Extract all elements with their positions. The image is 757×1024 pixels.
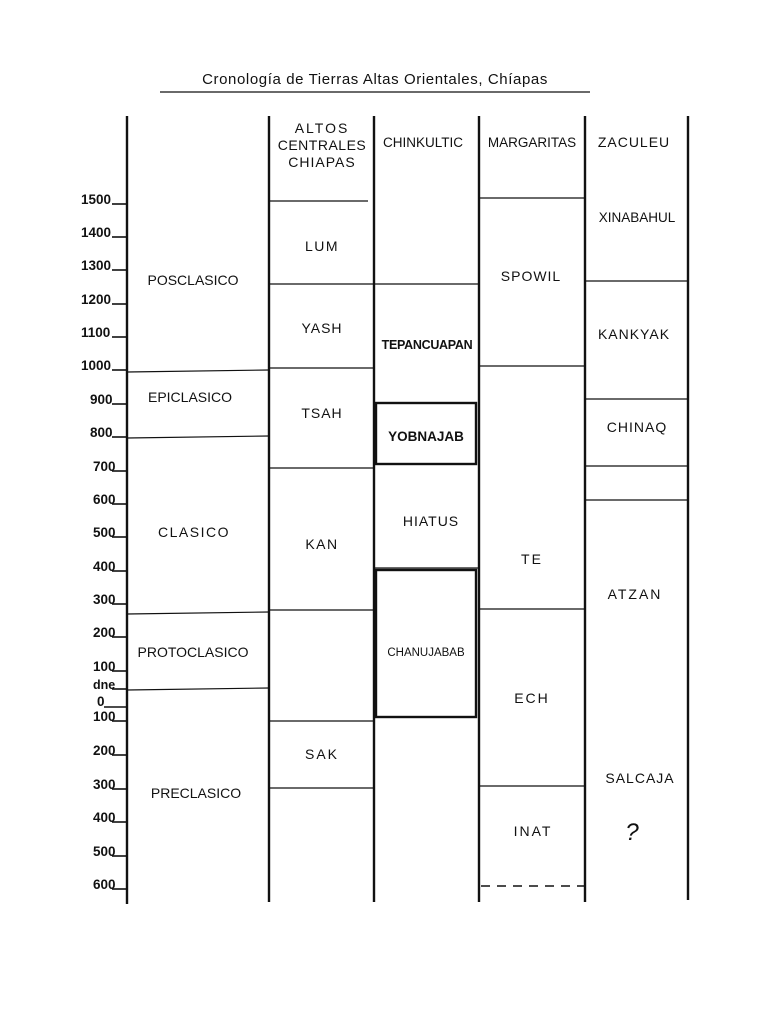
- year-tick: [93, 743, 127, 758]
- phase-label-tsah: TSAH: [301, 405, 343, 421]
- year-tick-label: 100: [93, 659, 116, 674]
- phase-label-uncertain: ?: [625, 819, 639, 846]
- year-tick: [93, 592, 127, 607]
- year-tick-label: 700: [93, 459, 116, 474]
- year-tick-label: 600: [93, 492, 116, 507]
- period-label-preclasico: PRECLASICO: [150, 785, 242, 801]
- year-tick: [93, 525, 127, 540]
- year-tick: [81, 358, 127, 373]
- phase-box-chanujabab: [376, 570, 476, 717]
- phase-label-atzan: ATZAN: [607, 586, 663, 602]
- year-tick: [93, 559, 127, 574]
- year-tick-label: 100: [93, 709, 116, 724]
- phase-label-inat: INAT: [513, 823, 553, 839]
- year-tick-label: 300: [93, 592, 116, 607]
- period-label-clasico: CLASICO: [158, 524, 230, 540]
- header-altos-line-1: ALTOS: [294, 120, 350, 136]
- phase-label-hiatus: HIATUS: [402, 513, 460, 529]
- phase-label-yobnajab: YOBNAJAB: [388, 429, 464, 444]
- year-tick-label: 900: [90, 392, 113, 407]
- year-tick: [93, 709, 127, 724]
- altos-column: [269, 201, 374, 788]
- year-tick-label: 500: [93, 844, 116, 859]
- phase-label-tepancuapan: TEPANCUAPAN: [381, 338, 473, 352]
- column-headers: [278, 120, 670, 170]
- year-tick: [93, 810, 127, 825]
- year-tick-label: 1100: [81, 325, 111, 340]
- year-tick: [90, 392, 127, 407]
- phase-label-spowil: SPOWIL: [500, 268, 562, 284]
- phase-label-chanujabab: CHANUJABAB: [387, 647, 465, 659]
- header-altos-line-3: CHIAPAS: [288, 154, 356, 170]
- period-divider: [127, 688, 269, 690]
- period-label-epiclasico: EPICLASICO: [147, 389, 233, 405]
- year-tick: [90, 425, 127, 440]
- phase-label-yash: YASH: [301, 320, 343, 336]
- period-divider: [127, 436, 269, 438]
- year-tick: [81, 192, 127, 207]
- year-tick: [93, 877, 127, 892]
- phase-label-te: TE: [521, 551, 543, 567]
- year-tick: [93, 459, 127, 474]
- year-tick: [93, 492, 127, 507]
- year-axis: [81, 192, 127, 892]
- zaculeu-column: [585, 210, 688, 846]
- year-tick-label: 1500: [81, 192, 112, 207]
- year-tick-label: 1000: [81, 358, 112, 373]
- year-tick: [97, 694, 127, 709]
- phase-label-sak: SAK: [304, 746, 340, 762]
- year-tick: [93, 659, 127, 674]
- header-chinkultic: CHINKULTIC: [382, 135, 464, 150]
- phase-label-ech: ECH: [514, 690, 550, 706]
- year-tick-label: 1300: [81, 258, 112, 273]
- year-tick-label: 500: [93, 525, 116, 540]
- year-tick: [81, 225, 127, 240]
- phase-label-xinabahul: XINABAHUL: [598, 210, 676, 225]
- phase-label-salcaja: SALCAJA: [605, 770, 675, 786]
- year-tick: [81, 325, 127, 340]
- year-tick-label: 1200: [81, 292, 112, 307]
- phase-label-chinaq: CHINAQ: [606, 419, 668, 435]
- year-tick-label: 600: [93, 877, 116, 892]
- margaritas-column: [479, 198, 585, 886]
- period-divider: [127, 612, 269, 614]
- period-label-protoclasico: PROTOCLASICO: [137, 644, 249, 660]
- year-tick-label: 200: [93, 625, 116, 640]
- year-tick: [93, 844, 127, 859]
- header-altos-line-2: CENTRALES: [277, 137, 367, 153]
- year-tick: [93, 625, 127, 640]
- period-column: [127, 272, 269, 801]
- period-label-posclasico: POSCLASICO: [147, 272, 239, 288]
- chinkultic-column: [374, 284, 479, 717]
- header-zaculeu: ZACULEU: [597, 134, 671, 150]
- year-tick-label: 200: [93, 743, 116, 758]
- year-tick: [93, 777, 127, 792]
- year-tick-label: 0: [97, 694, 105, 709]
- phase-label-lum: LUM: [304, 238, 340, 254]
- year-tick-label: dne: [93, 678, 116, 692]
- chart-title: Cronología de Tierras Altas Orientales, Chíapas: [202, 71, 548, 88]
- header-margaritas: MARGARITAS: [487, 135, 577, 150]
- phase-label-kankyak: KANKYAK: [597, 326, 671, 342]
- phase-label-kan: KAN: [305, 536, 339, 552]
- year-tick: [93, 678, 127, 692]
- year-tick-label: 400: [93, 810, 116, 825]
- year-tick: [81, 292, 127, 307]
- year-tick-label: 1400: [81, 225, 112, 240]
- year-tick: [81, 258, 127, 273]
- year-tick-label: 400: [93, 559, 116, 574]
- period-divider: [127, 370, 269, 372]
- year-tick-label: 800: [90, 425, 113, 440]
- year-tick-label: 300: [93, 777, 116, 792]
